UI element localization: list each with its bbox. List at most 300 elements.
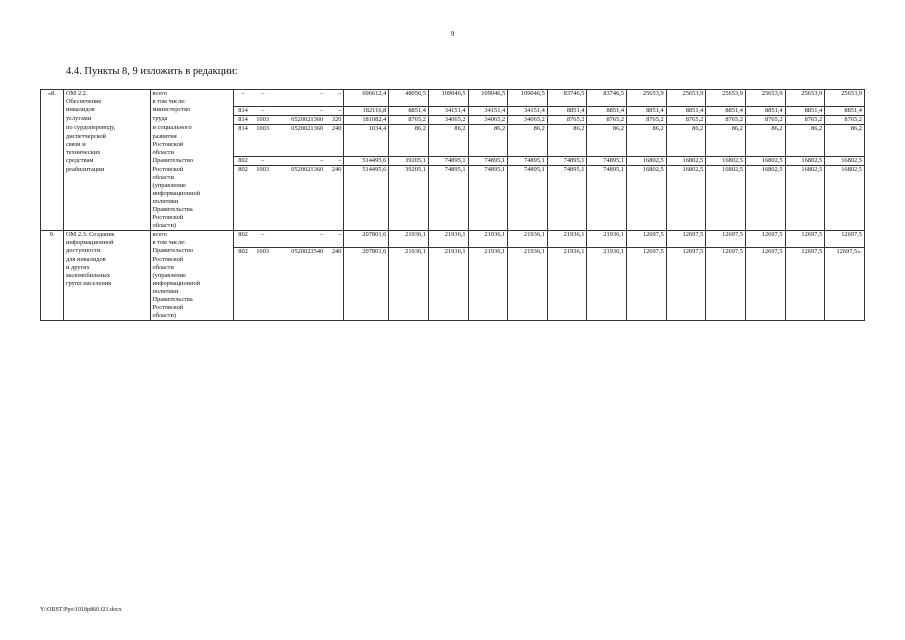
executor-cell: области [150, 174, 233, 182]
amount-cell [428, 149, 468, 157]
amount-cell [508, 296, 548, 304]
amount-cell [785, 174, 825, 182]
amount-cell [428, 296, 468, 304]
measure-name-cell [63, 222, 150, 231]
executor-cell: области) [150, 312, 233, 321]
measure-name-cell: ОМ 2.3. Создание [63, 231, 150, 240]
amount-cell [468, 133, 508, 141]
executor-cell: Ростовской [150, 256, 233, 264]
amount-cell [666, 272, 706, 280]
amount-cell [344, 280, 389, 288]
amount-cell: 12697,5 [745, 247, 785, 256]
amount-cell: 514495,6 [344, 166, 389, 175]
amount-cell [785, 206, 825, 214]
amount-cell: 12697,5 [706, 231, 746, 240]
amount-cell [706, 239, 746, 247]
amount-cell [344, 304, 389, 312]
target-article-cell [273, 272, 325, 280]
amount-cell: 16802,5 [785, 157, 825, 166]
amount-cell [344, 256, 389, 264]
amount-cell: 74895,1 [428, 157, 468, 166]
amount-cell [706, 222, 746, 231]
amount-cell: 83746,5 [547, 90, 587, 99]
target-article-cell [273, 312, 325, 321]
measure-name-cell: связи и [63, 141, 150, 149]
amount-cell [587, 214, 627, 222]
row-number-cell [41, 288, 64, 296]
amount-cell: 74895,1 [428, 166, 468, 175]
executor-cell: Правительство [150, 247, 233, 256]
amount-cell: 86,2 [428, 124, 468, 133]
amount-cell [587, 133, 627, 141]
amount-cell [344, 272, 389, 280]
amount-cell: 86,2 [389, 124, 429, 133]
amount-cell: 182116,8 [344, 106, 389, 115]
measure-name-cell [63, 182, 150, 190]
amount-cell [508, 182, 548, 190]
amount-cell: 8851,4 [706, 106, 746, 115]
table-row [41, 90, 865, 99]
amount-cell: 34151,4 [468, 106, 508, 115]
section-code-cell [252, 264, 273, 272]
amount-cell [706, 296, 746, 304]
grbs-code-cell [233, 288, 252, 296]
expense-type-cell [325, 190, 344, 198]
amount-cell: 86,2 [666, 124, 706, 133]
amount-cell [389, 296, 429, 304]
section-code-cell [252, 133, 273, 141]
target-article-cell [273, 288, 325, 296]
amount-cell [468, 190, 508, 198]
expense-type-cell [325, 304, 344, 312]
amount-cell [825, 256, 865, 264]
amount-cell: 86,2 [745, 124, 785, 133]
amount-cell [428, 264, 468, 272]
amount-cell [706, 182, 746, 190]
target-article-cell: 0520021360 [273, 115, 325, 124]
expense-type-cell: – [325, 106, 344, 115]
grbs-code-cell: 802 [233, 166, 252, 175]
amount-cell [389, 182, 429, 190]
table-row [41, 280, 865, 288]
measure-name-cell: ОМ 2.2. [63, 90, 150, 99]
amount-cell: 74895,1 [547, 157, 587, 166]
target-article-cell [273, 133, 325, 141]
grbs-code-cell [233, 214, 252, 222]
amount-cell: 34065,2 [508, 115, 548, 124]
table-row [41, 174, 865, 182]
row-number-cell [41, 280, 64, 288]
amount-cell [344, 222, 389, 231]
measure-name-cell [63, 296, 150, 304]
grbs-code-cell [233, 98, 252, 106]
expense-type-cell: 240 [325, 124, 344, 133]
page-number: 9 [450, 30, 455, 38]
amount-cell [389, 174, 429, 182]
amount-cell [389, 149, 429, 157]
measure-name-cell: услугами [63, 115, 150, 124]
amount-cell: 8851,4 [587, 106, 627, 115]
measure-name-cell: информационной [63, 239, 150, 247]
amount-cell [468, 214, 508, 222]
amount-cell [587, 174, 627, 182]
amount-cell: 514495,6 [344, 157, 389, 166]
amount-cell [627, 133, 667, 141]
amount-cell [389, 280, 429, 288]
measure-name-cell [63, 304, 150, 312]
amount-cell: 16802,5 [745, 166, 785, 175]
amount-cell [468, 272, 508, 280]
amount-cell [508, 174, 548, 182]
amount-cell [666, 206, 706, 214]
grbs-code-cell [233, 239, 252, 247]
amount-cell: 34151,4 [508, 106, 548, 115]
amount-cell: 74895,1 [547, 166, 587, 175]
amount-cell [666, 222, 706, 231]
amount-cell [389, 222, 429, 231]
row-number-cell [41, 190, 64, 198]
amount-cell: 8765,2 [825, 115, 865, 124]
target-article-cell [273, 256, 325, 264]
amount-cell [428, 304, 468, 312]
amount-cell: 8765,2 [627, 115, 667, 124]
amount-cell [706, 312, 746, 321]
amount-cell [508, 256, 548, 264]
amount-cell: 16802,5 [706, 166, 746, 175]
target-article-cell [273, 222, 325, 231]
table-row [41, 166, 865, 175]
row-number-cell [41, 133, 64, 141]
amount-cell: 12697,5 [666, 231, 706, 240]
executor-cell: всего [150, 231, 233, 240]
amount-cell [508, 312, 548, 321]
row-number-cell: 9. [41, 231, 64, 240]
amount-cell [389, 198, 429, 206]
amount-cell [547, 174, 587, 182]
amount-cell [344, 214, 389, 222]
amount-cell [825, 182, 865, 190]
target-article-cell: – [273, 231, 325, 240]
table-row [41, 141, 865, 149]
row-number-cell [41, 239, 64, 247]
amount-cell [508, 280, 548, 288]
amount-cell [344, 264, 389, 272]
amount-cell [666, 174, 706, 182]
measure-name-cell: для инвалидов [63, 256, 150, 264]
amount-cell: 83746,5 [587, 90, 627, 99]
amount-cell: 8765,2 [587, 115, 627, 124]
amount-cell: 21936,1 [428, 247, 468, 256]
grbs-code-cell [233, 280, 252, 288]
target-article-cell: 0520021360 [273, 166, 325, 175]
amount-cell: 34065,2 [468, 115, 508, 124]
expense-type-cell [325, 312, 344, 321]
amount-cell: 21936,1 [547, 247, 587, 256]
executor-cell: Ростовской [150, 141, 233, 149]
measure-name-cell [63, 312, 150, 321]
amount-cell [825, 288, 865, 296]
amount-cell [587, 239, 627, 247]
amount-cell [745, 98, 785, 106]
amount-cell: 21936,1 [547, 231, 587, 240]
amount-cell [547, 198, 587, 206]
amount-cell [825, 198, 865, 206]
amount-cell [706, 280, 746, 288]
grbs-code-cell: 814 [233, 124, 252, 133]
executor-cell: Правительства [150, 296, 233, 304]
amount-cell [666, 304, 706, 312]
grbs-code-cell [233, 174, 252, 182]
section-code-cell: – [252, 157, 273, 166]
amount-cell [745, 296, 785, 304]
amount-cell: 109046,5 [428, 90, 468, 99]
amount-cell [666, 296, 706, 304]
amount-cell [666, 98, 706, 106]
amount-cell [508, 272, 548, 280]
amount-cell [547, 182, 587, 190]
expense-type-cell: 320 [325, 115, 344, 124]
amount-cell [706, 206, 746, 214]
amount-cell: 39205,1 [389, 166, 429, 175]
amount-cell [547, 141, 587, 149]
table-row [41, 149, 865, 157]
amount-cell [666, 141, 706, 149]
amount-cell [825, 312, 865, 321]
amount-cell [745, 312, 785, 321]
amount-cell [627, 280, 667, 288]
table-row [41, 222, 865, 231]
amount-cell [508, 141, 548, 149]
amount-cell: 25653,9 [627, 90, 667, 99]
table-row [41, 157, 865, 166]
expense-type-cell [325, 214, 344, 222]
amount-cell [547, 288, 587, 296]
amount-cell [785, 256, 825, 264]
amount-cell [547, 256, 587, 264]
amount-cell [785, 272, 825, 280]
amount-cell: 39205,1 [389, 157, 429, 166]
amount-cell [428, 256, 468, 264]
section-code-cell [252, 141, 273, 149]
amount-cell [627, 264, 667, 272]
executor-cell: области [150, 264, 233, 272]
measure-name-cell: инвалидов [63, 106, 150, 115]
amount-cell: 12697,5». [825, 247, 865, 256]
target-article-cell [273, 214, 325, 222]
amount-cell: 21936,1 [587, 231, 627, 240]
row-number-cell: «8. [41, 90, 64, 99]
grbs-code-cell [233, 190, 252, 198]
expense-type-cell [325, 141, 344, 149]
amount-cell [666, 149, 706, 157]
row-number-cell [41, 222, 64, 231]
amount-cell [587, 312, 627, 321]
amount-cell [785, 214, 825, 222]
table-row [41, 256, 865, 264]
amount-cell [627, 198, 667, 206]
amount-cell [825, 98, 865, 106]
amount-cell [785, 222, 825, 231]
amount-cell [666, 182, 706, 190]
amount-cell [666, 264, 706, 272]
amount-cell [389, 214, 429, 222]
amount-cell: 109046,5 [508, 90, 548, 99]
amount-cell: 74895,1 [587, 166, 627, 175]
amount-cell [785, 296, 825, 304]
amount-cell [745, 190, 785, 198]
executor-cell: области) [150, 222, 233, 231]
target-article-cell [273, 98, 325, 106]
amount-cell [508, 133, 548, 141]
table-row [41, 264, 865, 272]
amount-cell [627, 296, 667, 304]
amount-cell: 25653,9 [745, 90, 785, 99]
amount-cell [745, 198, 785, 206]
target-article-cell [273, 141, 325, 149]
amount-cell [389, 312, 429, 321]
row-number-cell [41, 304, 64, 312]
amount-cell [468, 304, 508, 312]
amount-cell [428, 141, 468, 149]
amount-cell [587, 280, 627, 288]
amount-cell [428, 174, 468, 182]
amount-cell [428, 239, 468, 247]
amount-cell: 16802,5 [745, 157, 785, 166]
section-code-cell [252, 280, 273, 288]
amount-cell [706, 264, 746, 272]
amount-cell [745, 272, 785, 280]
amount-cell: 21936,1 [508, 231, 548, 240]
amount-cell [344, 296, 389, 304]
row-number-cell [41, 312, 64, 321]
amount-cell: 12697,5 [785, 231, 825, 240]
amount-cell: 86,2 [706, 124, 746, 133]
amount-cell [627, 190, 667, 198]
measure-name-cell: средствам [63, 157, 150, 166]
amount-cell [785, 239, 825, 247]
amount-cell [547, 214, 587, 222]
amount-cell [785, 280, 825, 288]
amount-cell [508, 98, 548, 106]
amount-cell [825, 190, 865, 198]
executor-cell: политики [150, 288, 233, 296]
expense-type-cell: – [325, 231, 344, 240]
section-code-cell: 1003 [252, 115, 273, 124]
amount-cell [745, 280, 785, 288]
measure-name-cell: и других [63, 264, 150, 272]
table-row [41, 106, 865, 115]
grbs-code-cell: 802 [233, 157, 252, 166]
row-number-cell [41, 106, 64, 115]
section-code-cell [252, 239, 273, 247]
amount-cell [627, 222, 667, 231]
amount-cell [344, 198, 389, 206]
target-article-cell [273, 182, 325, 190]
amount-cell [745, 141, 785, 149]
executor-cell: министерство [150, 106, 233, 115]
amount-cell: 16802,5 [706, 157, 746, 166]
amount-cell [508, 288, 548, 296]
amount-cell [428, 182, 468, 190]
amount-cell [825, 214, 865, 222]
amount-cell: 34151,4 [428, 106, 468, 115]
expense-type-cell [325, 174, 344, 182]
amount-cell: 12697,5 [627, 247, 667, 256]
target-article-cell [273, 304, 325, 312]
amount-cell: 8851,4 [666, 106, 706, 115]
amount-cell [745, 149, 785, 157]
amount-cell [785, 264, 825, 272]
row-number-cell [41, 166, 64, 175]
amount-cell [344, 149, 389, 157]
amount-cell [389, 133, 429, 141]
amount-cell: 21936,1 [508, 247, 548, 256]
amount-cell [587, 98, 627, 106]
table-row [41, 231, 865, 240]
amount-cell [666, 288, 706, 296]
section-code-cell: – [252, 90, 273, 99]
amount-cell [587, 206, 627, 214]
amount-cell: 109046,5 [468, 90, 508, 99]
amount-cell [344, 190, 389, 198]
amount-cell [706, 174, 746, 182]
amount-cell: 16802,5 [627, 157, 667, 166]
amount-cell [428, 206, 468, 214]
row-number-cell [41, 247, 64, 256]
expense-type-cell: 240 [325, 166, 344, 175]
amount-cell [745, 214, 785, 222]
amount-cell [389, 256, 429, 264]
amount-cell [508, 239, 548, 247]
amount-cell [344, 141, 389, 149]
executor-cell: Правительства [150, 206, 233, 214]
amount-cell [745, 222, 785, 231]
expense-type-cell [325, 198, 344, 206]
section-code-cell [252, 182, 273, 190]
measure-name-cell: по сурдопереводу, [63, 124, 150, 133]
row-number-cell [41, 198, 64, 206]
target-article-cell: 0520021360 [273, 124, 325, 133]
amount-cell [468, 288, 508, 296]
amount-cell [468, 206, 508, 214]
section-code-cell [252, 149, 273, 157]
target-article-cell [273, 264, 325, 272]
amount-cell [745, 256, 785, 264]
amount-cell [627, 239, 667, 247]
target-article-cell [273, 206, 325, 214]
amount-cell [587, 304, 627, 312]
amount-cell [547, 222, 587, 231]
amount-cell [468, 222, 508, 231]
amount-cell [825, 149, 865, 157]
amount-cell [785, 198, 825, 206]
amount-cell [785, 182, 825, 190]
amount-cell [666, 214, 706, 222]
amount-cell: 48056,5 [389, 90, 429, 99]
expense-type-cell [325, 280, 344, 288]
amount-cell [344, 288, 389, 296]
amount-cell [706, 272, 746, 280]
table-row [41, 272, 865, 280]
executor-cell: политики [150, 198, 233, 206]
amount-cell [344, 174, 389, 182]
executor-cell: Ростовской [150, 214, 233, 222]
measure-name-cell: групп населения [63, 280, 150, 288]
amount-cell [468, 296, 508, 304]
expense-type-cell: – [325, 157, 344, 166]
amount-cell [344, 133, 389, 141]
grbs-code-cell: 802 [233, 231, 252, 240]
